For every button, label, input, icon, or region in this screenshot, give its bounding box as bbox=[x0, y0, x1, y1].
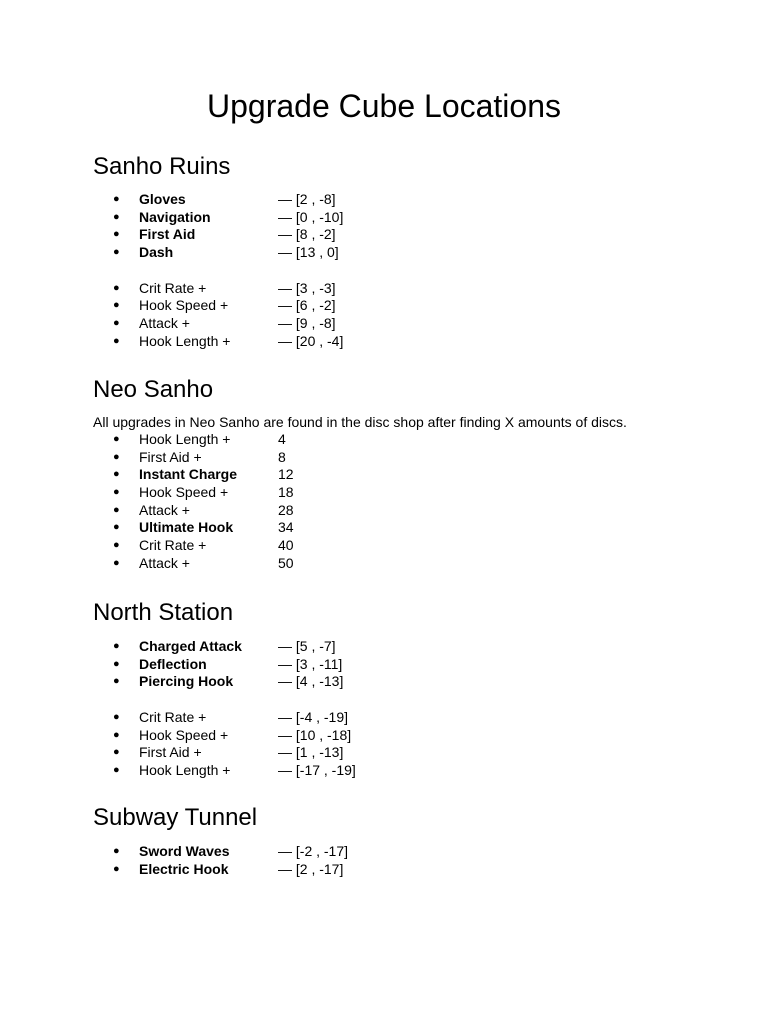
bullet-icon: ● bbox=[113, 193, 120, 205]
bullet-icon: ● bbox=[113, 450, 120, 463]
upgrade-name: Crit Rate + bbox=[139, 709, 207, 726]
list-item bbox=[93, 537, 733, 555]
list-item bbox=[93, 555, 733, 573]
upgrade-name: Hook Length + bbox=[139, 332, 231, 349]
upgrade-location: — [-17 , -19] bbox=[278, 762, 356, 779]
bullet-icon: ● bbox=[113, 246, 120, 259]
upgrade-name: Piercing Hook bbox=[139, 673, 234, 690]
upgrade-list bbox=[93, 280, 733, 351]
list-item bbox=[93, 709, 733, 727]
bullet-icon: ● bbox=[113, 746, 120, 759]
upgrade-name: First Aid bbox=[139, 226, 196, 243]
bullet-icon: ● bbox=[113, 764, 120, 777]
upgrade-location: — [10 , -18] bbox=[278, 726, 352, 743]
upgrade-location: — [-4 , -19] bbox=[278, 709, 349, 726]
list-item bbox=[93, 638, 733, 656]
upgrade-location: — [0 , -10] bbox=[278, 208, 344, 225]
upgrade-name: Attack + bbox=[139, 501, 190, 518]
bullet-icon: ● bbox=[113, 433, 120, 445]
section-sanho-ruins bbox=[93, 152, 733, 351]
upgrade-location: — [3 , -11] bbox=[278, 655, 343, 672]
section-subway-tunnel bbox=[93, 803, 733, 878]
section-heading: Neo Sanho bbox=[93, 376, 214, 403]
upgrade-location: 8 bbox=[278, 448, 286, 465]
list-item bbox=[93, 315, 733, 333]
list-item bbox=[93, 191, 733, 209]
upgrade-name: Hook Length + bbox=[139, 762, 231, 779]
upgrade-location: 18 bbox=[278, 484, 294, 501]
upgrade-location: — [9 , -8] bbox=[278, 315, 336, 332]
upgrade-name: Hook Speed + bbox=[139, 726, 229, 743]
bullet-icon: ● bbox=[113, 862, 120, 875]
list-item bbox=[93, 519, 733, 537]
list-item bbox=[93, 502, 733, 520]
upgrade-location: — [13 , 0] bbox=[278, 244, 339, 261]
list-item bbox=[93, 431, 733, 449]
list-item bbox=[93, 843, 733, 861]
bullet-icon: ● bbox=[113, 845, 120, 857]
section-north-station bbox=[93, 598, 733, 780]
section-heading: North Station bbox=[93, 599, 234, 626]
upgrade-list bbox=[93, 638, 733, 691]
bullet-icon: ● bbox=[113, 486, 120, 499]
upgrade-name: Deflection bbox=[139, 655, 207, 672]
upgrade-name: First Aid + bbox=[139, 448, 202, 465]
bullet-icon: ● bbox=[113, 228, 120, 241]
upgrade-location: — [20 , -4] bbox=[278, 332, 344, 349]
upgrade-name: Hook Speed + bbox=[139, 297, 229, 314]
bullet-icon: ● bbox=[113, 210, 120, 223]
list-item bbox=[93, 280, 733, 298]
list-item bbox=[93, 333, 733, 351]
list-item bbox=[93, 727, 733, 745]
list-item bbox=[93, 861, 733, 879]
upgrade-name: Crit Rate + bbox=[139, 537, 207, 554]
bullet-icon: ● bbox=[113, 657, 120, 670]
bullet-icon: ● bbox=[113, 539, 120, 552]
upgrade-name: First Aid + bbox=[139, 744, 202, 761]
bullet-icon: ● bbox=[113, 334, 120, 347]
upgrade-location: — [1 , -13] bbox=[278, 744, 344, 761]
upgrade-location: 40 bbox=[278, 537, 294, 554]
upgrade-location: — [5 , -7] bbox=[278, 638, 336, 654]
upgrade-name: Ultimate Hook bbox=[139, 519, 234, 536]
upgrade-location: — [2 , -17] bbox=[278, 860, 344, 877]
bullet-icon: ● bbox=[113, 640, 120, 652]
upgrade-name: Electric Hook bbox=[139, 860, 229, 877]
upgrade-location: — [2 , -8] bbox=[278, 191, 336, 207]
upgrade-name: Navigation bbox=[139, 208, 211, 225]
bullet-icon: ● bbox=[113, 521, 120, 534]
bullet-icon: ● bbox=[113, 503, 120, 516]
list-item bbox=[93, 449, 733, 467]
bullet-icon: ● bbox=[113, 728, 120, 741]
bullet-icon: ● bbox=[113, 281, 120, 294]
upgrade-list bbox=[93, 191, 733, 262]
upgrade-name: Attack + bbox=[139, 315, 190, 332]
upgrade-location: 50 bbox=[278, 554, 294, 571]
section-intro: All upgrades in Neo Sanho are found in the disc shop after finding X amounts of discs. bbox=[93, 414, 627, 430]
bullet-icon: ● bbox=[113, 317, 120, 330]
upgrade-list bbox=[93, 709, 733, 780]
upgrade-location: 4 bbox=[278, 431, 286, 447]
upgrade-name: Sword Waves bbox=[139, 843, 230, 859]
list-item bbox=[93, 484, 733, 502]
upgrade-location: — [-2 , -17] bbox=[278, 843, 349, 859]
upgrade-location: — [3 , -3] bbox=[278, 279, 336, 296]
upgrade-location: 34 bbox=[278, 519, 294, 536]
bullet-icon: ● bbox=[113, 299, 120, 312]
upgrade-name: Hook Length + bbox=[139, 431, 231, 447]
bullet-icon: ● bbox=[113, 675, 120, 688]
upgrade-name: Instant Charge bbox=[139, 466, 238, 483]
list-item bbox=[93, 209, 733, 227]
upgrade-list bbox=[93, 843, 733, 878]
section-neo-sanho bbox=[93, 375, 733, 573]
upgrade-location: — [8 , -2] bbox=[278, 226, 336, 243]
upgrade-location: — [4 , -13] bbox=[278, 673, 344, 690]
section-heading: Subway Tunnel bbox=[93, 804, 258, 831]
list-item bbox=[93, 762, 733, 780]
upgrade-location: 28 bbox=[278, 501, 294, 518]
bullet-icon: ● bbox=[113, 711, 120, 724]
bullet-icon: ● bbox=[113, 468, 120, 481]
list-item bbox=[93, 297, 733, 315]
upgrade-name: Charged Attack bbox=[139, 638, 242, 654]
list-item bbox=[93, 466, 733, 484]
list-item bbox=[93, 673, 733, 691]
upgrade-location: 12 bbox=[278, 466, 294, 483]
upgrade-list bbox=[93, 431, 733, 573]
upgrade-name: Dash bbox=[139, 244, 174, 261]
upgrade-location: — [6 , -2] bbox=[278, 297, 336, 314]
list-item bbox=[93, 656, 733, 674]
bullet-icon: ● bbox=[113, 556, 120, 569]
list-item bbox=[93, 244, 733, 262]
upgrade-name: Hook Speed + bbox=[139, 484, 229, 501]
list-item bbox=[93, 744, 733, 762]
list-item bbox=[93, 226, 733, 244]
upgrade-name: Gloves bbox=[139, 191, 186, 207]
upgrade-name: Attack + bbox=[139, 554, 190, 571]
upgrade-name: Crit Rate + bbox=[139, 279, 207, 296]
page-title: Upgrade Cube Locations bbox=[206, 88, 561, 124]
section-heading: Sanho Ruins bbox=[93, 153, 231, 180]
